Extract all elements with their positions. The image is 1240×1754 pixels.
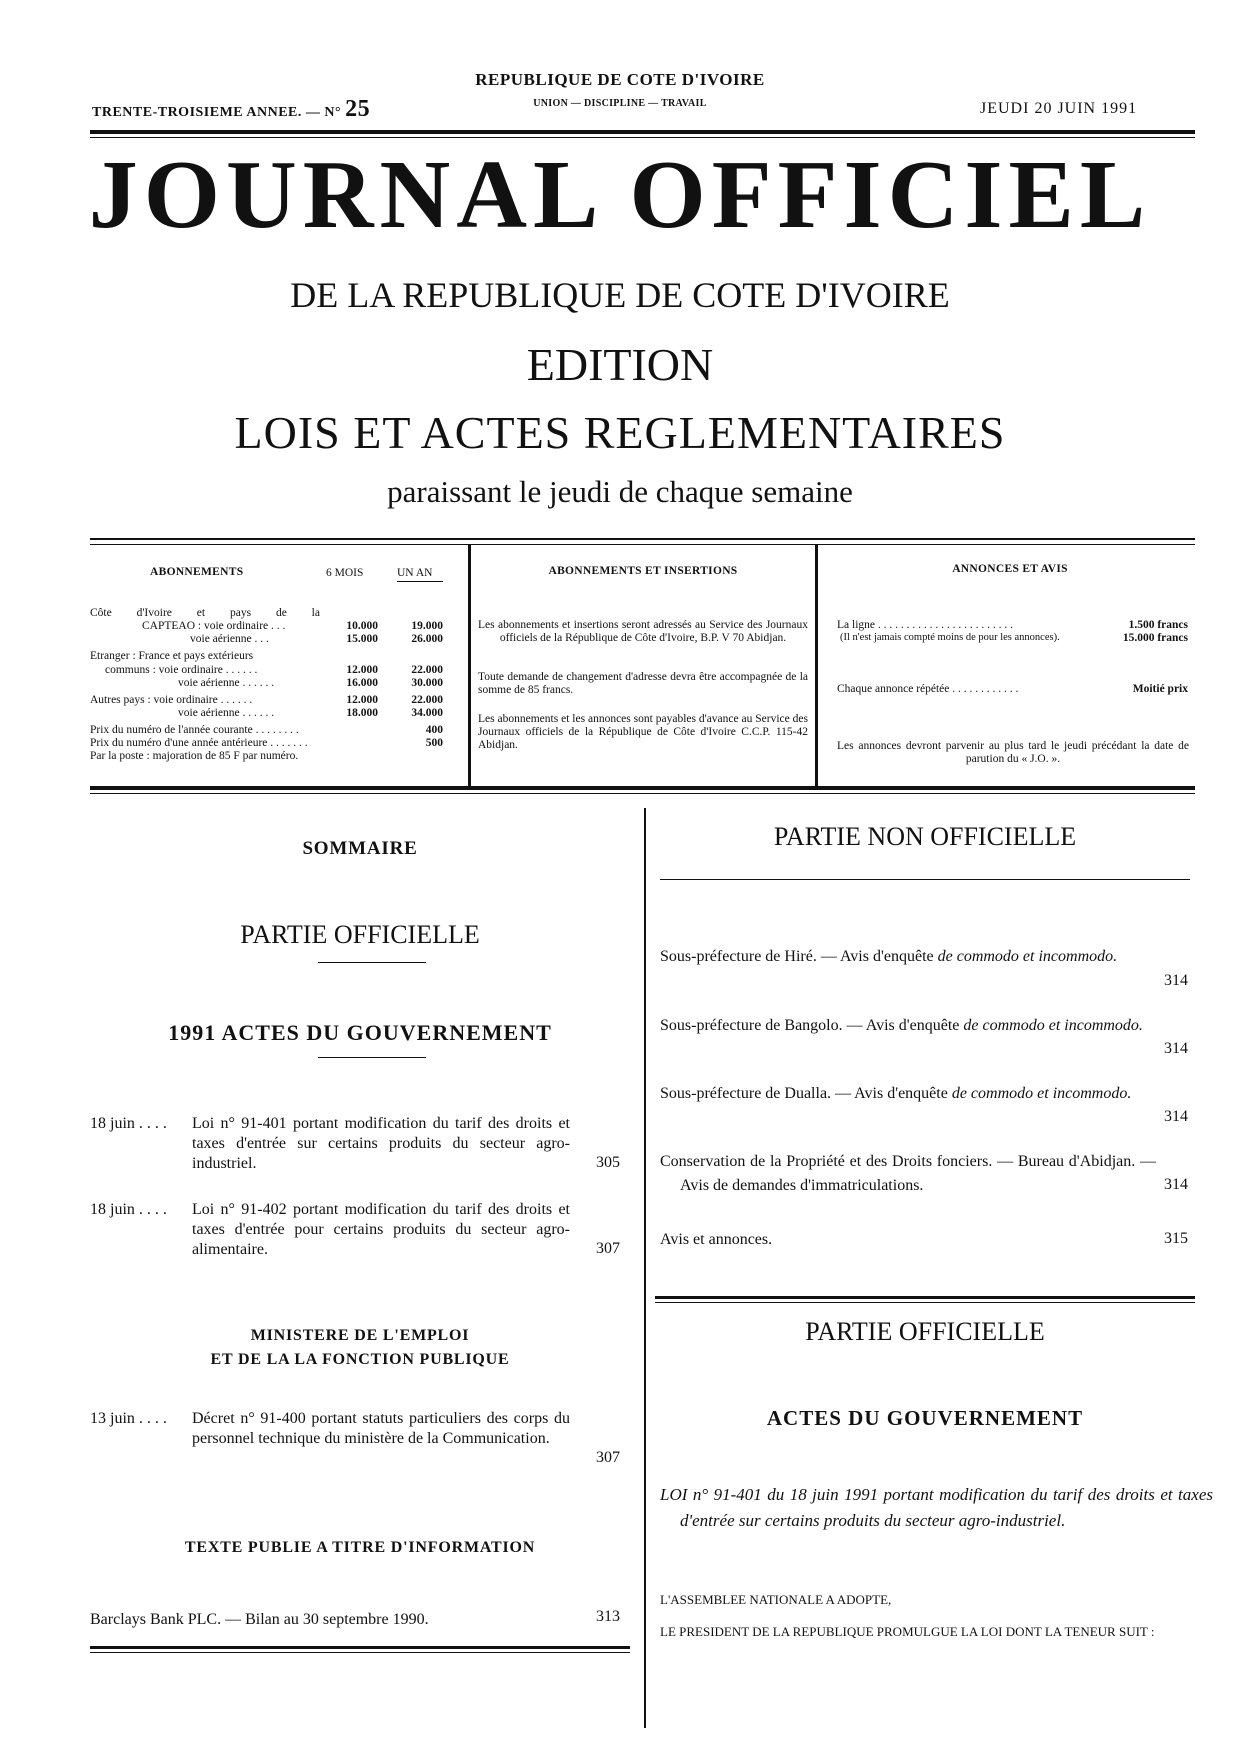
entry-text: Sous-préfecture de Dualla. — Avis d'enquête — [660, 1085, 952, 1102]
edition-label: EDITION — [526, 339, 714, 390]
subscription-row-label: Prix du numéro de l'année courante . . . . . . . . — [90, 724, 299, 736]
right-mid-rule-thin — [655, 1302, 1195, 1303]
insertions-address-change: Toute demande de changement d'adresse devra être accompagnée de la somme de 85 francs. — [478, 671, 808, 696]
entry-text: Sous-préfecture de Bangolo. — Avis d'enquête — [660, 1017, 964, 1034]
subscription-6mois-value: 16.000 — [346, 677, 378, 689]
subscription-row-label: Côte d'Ivoire et pays de la — [90, 607, 320, 619]
entry-text: Conservation de la Propriété et des Droits fonciers. — Bureau d'Abidjan. — Avis de demandes d'immatriculations. — [660, 1153, 1156, 1194]
actes-heading: 1991 ACTES DU GOUVERNEMENT — [168, 1020, 552, 1045]
non-officielle-entry — [660, 1082, 1156, 1106]
left-bottom-rule-thin — [90, 1652, 630, 1653]
republic-name: REPUBLIQUE DE COTE D'IVOIRE — [475, 70, 765, 89]
non-officielle-entry — [660, 1150, 1156, 1198]
assemblee-adopte: L'ASSEMBLEE NATIONALE A ADOPTE, — [660, 1592, 892, 1607]
annonce-repeat-price: Moitié prix — [1132, 683, 1188, 695]
ministere-entry-page: 307 — [596, 1449, 620, 1466]
header-rule-thin — [90, 137, 1195, 138]
insertions-payment: Les abonnements et les annonces sont payables d'avance au Service des Journaux officiels de la République de Côte d'Ivoire C.C.P. 115-42 Abidjan. — [478, 713, 808, 751]
subscription-row-label: Etranger : France et pays extérieurs — [90, 650, 254, 662]
abonnements-heading: ABONNEMENTS — [150, 566, 244, 578]
annonce-line-price: 1.500 francs — [1128, 619, 1188, 631]
annonce-line-note: (Il n'est jamais compté moins de pour les annonces). — [840, 632, 1060, 643]
subscription-unan-value: 400 — [425, 724, 443, 736]
left-bottom-rule — [90, 1646, 630, 1649]
texte-entry-text: Barclays Bank PLC. — Bilan au 30 septembre 1990. — [90, 1611, 429, 1628]
annonce-repeat-label: Chaque annonce répétée . . . . . . . . . . . . — [837, 683, 1019, 695]
subscription-row-label: Prix du numéro d'une année antérieure . . . . . . . — [90, 737, 308, 749]
issue-date: JEUDI 20 JUIN 1991 — [980, 100, 1138, 117]
entry-text-italic: de commodo et incommodo. — [951, 1085, 1132, 1102]
box-rule-bottom-thin — [90, 793, 1195, 794]
entry-text-italic: de commodo et incommodo. — [963, 1017, 1143, 1034]
entry-text: Sous-préfecture de Hiré. — Avis d'enquête — [660, 948, 938, 965]
subscription-6mois-value: 12.000 — [346, 664, 378, 676]
subscription-unan-value: 26.000 — [411, 633, 443, 645]
journal-subtitle: DE LA REPUBLIQUE DE COTE D'IVOIRE — [290, 275, 950, 315]
box-divider-2 — [815, 544, 818, 786]
ministere-heading-2: ET DE LA LA FONCTION PUBLIQUE — [210, 1351, 510, 1368]
year-label: TRENTE-TROISIEME ANNEE. — N° — [92, 105, 342, 120]
non-officielle-entry — [660, 1228, 1156, 1252]
year-issue-line — [92, 96, 370, 123]
actes-right-heading: ACTES DU GOUVERNEMENT — [766, 1406, 1084, 1430]
non-officielle-rule — [660, 879, 1190, 880]
subscription-row-label: voie aérienne . . . — [190, 633, 269, 645]
non-officielle-entry — [660, 945, 1156, 969]
texte-heading: TEXTE PUBLIE A TITRE D'INFORMATION — [184, 1539, 536, 1556]
acte-page: 305 — [596, 1154, 620, 1171]
subscription-row-label: voie aérienne . . . . . . — [178, 677, 275, 689]
subscription-row-label: CAPTEAO : voie ordinaire . . . — [142, 620, 286, 632]
insertions-heading: ABONNEMENTS ET INSERTIONS — [548, 565, 738, 577]
subscription-row-label: voie aérienne . . . . . . — [178, 707, 275, 719]
subscription-unan-value: 19.000 — [411, 620, 443, 632]
col-unan-heading: UN AN — [397, 567, 433, 579]
entry-text: Avis et annonces. — [660, 1231, 773, 1248]
subscription-unan-value: 500 — [425, 737, 443, 749]
right-mid-rule — [655, 1296, 1195, 1299]
acte-date: 18 juin . . . . — [90, 1115, 167, 1132]
header-rule-top — [90, 130, 1195, 134]
issue-number: 25 — [345, 96, 371, 122]
ministere-heading-1: MINISTERE DE L'EMPLOI — [250, 1327, 470, 1344]
non-officielle-page: 314 — [1164, 1108, 1188, 1125]
unan-underline — [397, 581, 443, 582]
acte-page: 307 — [596, 1240, 620, 1257]
box-divider-1 — [468, 544, 471, 786]
acte-text: Loi n° 91-401 portant modification du tarif des droits et taxes d'entrée sur certains produits du secteur agro-industriel. — [192, 1115, 570, 1172]
annonce-deadline: Les annonces devront parvenir au plus tard le jeudi précédant la date de parution du « J.O. ». — [837, 740, 1189, 765]
insertions-address: Les abonnements et insertions seront adressés au Service des Journaux officiels de la République de Côte d'Ivoire, B.P. V 70 Abidjan. — [478, 619, 808, 644]
subscription-6mois-value: 18.000 — [346, 707, 378, 719]
annonces-heading: ANNONCES ET AVIS — [952, 563, 1068, 575]
subscription-6mois-value: 12.000 — [346, 694, 378, 706]
subscription-6mois-value: 15.000 — [346, 633, 378, 645]
subscription-6mois-value: 10.000 — [346, 620, 378, 632]
non-officielle-entry — [660, 1014, 1156, 1038]
entry-text-italic: de commodo et incommodo. — [937, 948, 1118, 965]
subscription-unan-value: 22.000 — [411, 694, 443, 706]
journal-title: JOURNAL OFFICIEL — [88, 141, 1152, 249]
subscription-unan-value: 30.000 — [411, 677, 443, 689]
column-divider — [644, 808, 646, 1728]
acte-date: 18 juin . . . . — [90, 1201, 167, 1218]
acte-text: Loi n° 91-402 portant modification du tarif des droits et taxes d'entrée pour certains produits du secteur agro-alimentaire. — [192, 1201, 570, 1258]
national-motto: UNION — DISCIPLINE — TRAVAIL — [533, 98, 707, 109]
subscription-unan-value: 34.000 — [411, 707, 443, 719]
ministere-entry-text: Décret n° 91-400 portant statuts particuliers des corps du personnel technique du ministère de la Communication. — [192, 1410, 570, 1447]
subscription-row-label: Par la poste : majoration de 85 F par numéro. — [90, 750, 299, 762]
subscription-row-label: communs : voie ordinaire . . . . . . — [105, 664, 258, 676]
partie-officielle-heading: PARTIE OFFICIELLE — [240, 920, 480, 949]
non-officielle-page: 314 — [1164, 972, 1188, 989]
col-6mois-heading: 6 MOIS — [326, 567, 364, 579]
sommaire-title: SOMMAIRE — [302, 838, 418, 859]
subscription-row-label: Autres pays : voie ordinaire . . . . . . — [90, 694, 253, 706]
publication-frequency: paraissant le jeudi de chaque semaine — [387, 474, 853, 509]
ministere-entry-date: 13 juin . . . . — [90, 1410, 167, 1427]
partie-non-officielle-heading: PARTIE NON OFFICIELLE — [773, 822, 1077, 851]
box-rule-top-thin — [90, 544, 1195, 545]
loi-title: LOI n° 91-401 du 18 juin 1991 portant modification du tarif des droits et taxes d'entrée sur certains produits du secteur agro-industriel. — [660, 1485, 1213, 1530]
partie-officielle-right-heading: PARTIE OFFICIELLE — [805, 1317, 1045, 1346]
box-rule-top — [90, 538, 1195, 540]
box-rule-bottom — [90, 786, 1195, 790]
non-officielle-page: 315 — [1164, 1230, 1188, 1247]
annonce-line-label: La ligne . . . . . . . . . . . . . . . . . . . . . . . . — [837, 619, 1013, 631]
annonce-line-min: 15.000 francs — [1122, 632, 1188, 644]
president-promulgue: LE PRESIDENT DE LA REPUBLIQUE PROMULGUE LA LOI DONT LA TENEUR SUIT : — [660, 1624, 1155, 1639]
non-officielle-page: 314 — [1164, 1176, 1188, 1193]
actes-rule — [318, 1057, 426, 1058]
partie-officielle-rule — [318, 962, 426, 963]
edition-name: LOIS ET ACTES REGLEMENTAIRES — [234, 407, 1006, 458]
non-officielle-page: 314 — [1164, 1040, 1188, 1057]
subscription-unan-value: 22.000 — [411, 664, 443, 676]
texte-entry-page: 313 — [596, 1608, 620, 1625]
